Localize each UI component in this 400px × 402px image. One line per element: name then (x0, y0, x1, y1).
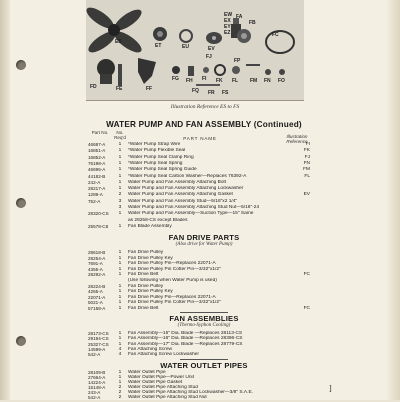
shaft-part (118, 64, 122, 86)
illustration-reference: FI (305, 142, 310, 147)
part-description: *Water Pump Seal Spring Guide (128, 167, 197, 173)
part-description: Fan Drive Pulley Pin Cotter Pin—3/32"x1/2" (128, 300, 221, 306)
quantity-required: 1 (118, 223, 122, 229)
quantity-required: 4 (118, 346, 122, 352)
quantity-required: 1 (118, 142, 122, 147)
part-number: 1289-A (88, 192, 103, 198)
page-left-edge (0, 0, 10, 400)
part-number: 242-A (88, 179, 101, 185)
illustration-reference: FM (303, 167, 310, 173)
part-number: 22071-A (88, 294, 106, 300)
part-description: Water Pump and Fan Assembly Attaching Gasket (128, 192, 233, 198)
part-number: 44182-B (88, 173, 106, 179)
figure-label: EZ (224, 30, 231, 36)
quantity-required: 1 (118, 250, 122, 255)
section-title-fan-drive: FAN DRIVE PARTS (168, 233, 240, 242)
part-description: *Water Pump Seal Carbon Washer—Replaces 76392-A (128, 173, 247, 179)
quantity-required: 2 (118, 192, 122, 198)
quantity-required: 1 (118, 261, 122, 267)
part-number: 16851-A (88, 148, 106, 154)
quantity-required: 4 (118, 352, 122, 358)
quantity-required: 1 (118, 336, 122, 342)
quantity-required: 1 (118, 186, 122, 192)
part-number: 28109-B (88, 370, 106, 375)
figure-label: EX (224, 18, 231, 24)
part-description: Fan Attaching Screw Lockwasher (128, 352, 199, 358)
part-number: 16852-A (88, 154, 106, 160)
quantity-required: 3 (118, 198, 122, 204)
part-description: *Water Pump Seal Spring (128, 160, 183, 166)
figure-label: EY (224, 24, 231, 30)
figure-label: EW (224, 12, 233, 18)
section-divider (180, 312, 228, 313)
part-number: 542-A (88, 395, 101, 400)
part-description: Fan Attaching Screw (128, 346, 172, 352)
part-description: Water Pump and Fan Assembly Attaching Stud Nut—5/16"-24 (128, 205, 260, 210)
part-number: 25578-C8 (88, 223, 109, 229)
figure-label: FP (234, 58, 241, 64)
column-header-part-no: Part No. (91, 130, 109, 135)
quantity-required: 1 (118, 160, 122, 166)
figure-label: FJ (206, 54, 212, 60)
part-description: (Use following when Water Pump is used) (128, 278, 217, 283)
quantity-required: 1 (118, 341, 122, 347)
parts-row (88, 224, 310, 231)
part-description: Fan Blade Assembly (128, 223, 172, 229)
part-description: Water Outlet Pipe Gasket (128, 380, 183, 385)
quantity-required: 1 (118, 306, 122, 311)
figure-label: FG (172, 76, 179, 82)
figure-label: EV (208, 46, 215, 52)
column-header-no-reqd: No. Req'd (114, 130, 126, 140)
quantity-required: 3 (118, 205, 122, 210)
figure-label: FE (116, 86, 123, 92)
part-description: Water Outlet Pipe Attaching Stud Lockwasher—3/8" S.A.E. (128, 390, 253, 395)
illustration-reference: FC (303, 272, 310, 278)
illustration-reference: FL (304, 173, 310, 179)
figure-label: FN (264, 78, 271, 84)
part-description: Fan Drive Pulley Key (128, 255, 173, 261)
part-number: 57158-A (88, 306, 106, 311)
figure-label: FH (186, 78, 193, 84)
part-description: Fan Drive Pulley Key (128, 289, 173, 295)
part-description: Fan Drive Pulley (128, 250, 164, 255)
section-title-water-outlet-pipes: WATER OUTLET PIPES (160, 361, 248, 370)
part-description: Fan Assembly—15" Dia. Blade —Replaces 28113-CS (128, 331, 243, 336)
illustration-reference: FK (303, 148, 310, 154)
column-header-illustration-ref: Illustration Reference (286, 134, 308, 144)
part-number: 28320-CS (88, 211, 109, 217)
figure-label: FI (202, 76, 207, 82)
part-description: Water Pump and Fan Assembly Attaching Bolt (128, 179, 226, 185)
part-description: Water Outlet Pipe—Power Unit (128, 375, 194, 380)
figure-label: FR (208, 90, 215, 96)
quantity-required: 1 (118, 167, 122, 173)
margin-bracket-mark: ] (329, 384, 332, 393)
quantity-required: 1 (118, 283, 122, 289)
part-number: 752-A (88, 198, 101, 204)
part-number: 14599-A (88, 346, 106, 352)
parts-illustration (86, 0, 304, 100)
part-description: Fan Drive Pulley Pin Cotter Pin—3/32"x1/2" (128, 266, 221, 272)
figure-label: FM (250, 78, 258, 84)
figure-caption: Illustration Reference ES to FS (170, 104, 240, 110)
quantity-required: 1 (118, 294, 122, 300)
illustration-reference: EV (303, 192, 310, 198)
quantity-required: 2 (118, 385, 122, 390)
part-number: 28217-A (88, 186, 106, 192)
part-description: Water Pump and Fan Assembly—Suction Type—15" Same (128, 211, 254, 217)
part-number: 28618-B (88, 250, 106, 255)
figure-label: FF (146, 86, 153, 92)
quantity-required: 1 (118, 211, 122, 217)
part-description: Fan Assembly—16" Dia. Blade —Replaces 28396-CS (128, 336, 243, 342)
part-number: 15148-A (88, 385, 106, 390)
part-number: 4265-A (88, 289, 103, 295)
cap-part (237, 29, 251, 43)
figure-label: FK (216, 78, 223, 84)
pulley-part (153, 27, 167, 41)
part-description: Fan Assembly—17" Dia. Blade —Replaces 28779-CS (128, 341, 243, 347)
part-description: Water Outlet Pipe Attaching Stud Nut (128, 395, 207, 400)
part-number: 28224-B (88, 283, 106, 289)
page-right-edge (386, 0, 400, 400)
part-number: 4355-A (88, 266, 103, 272)
figure-label: FC (272, 32, 279, 38)
figure-label: ES (115, 39, 122, 45)
part-description: Water Pump and Fan Assembly Stud—5/16"x2 1/4" (128, 198, 238, 204)
part-number: 76198-A (88, 160, 106, 166)
part-description: Fan Drive Belt (128, 272, 159, 278)
part-number: 542-A (88, 352, 101, 358)
quantity-required: 1 (118, 179, 122, 185)
section-title-water-pump: WATER PUMP AND FAN ASSEMBLY (Continued) (106, 120, 302, 129)
part-description: *Water Pump Seal Clamp Ring (128, 154, 194, 160)
part-number: 14224-A (88, 380, 106, 385)
part-description: Fan Drive Pulley Pin—Replaces 22071-A (128, 261, 216, 267)
part-number: 25327-CS (88, 341, 109, 347)
figure-label: FQ (192, 88, 199, 94)
figure-label: FL (232, 78, 239, 84)
part-description: as 28258-CS except Blades (128, 217, 188, 223)
part-description: Fan Drive Pulley Pin—Replaces 22071-A (128, 294, 216, 300)
part-number: 28254-A (88, 255, 106, 261)
figure-label: FA (236, 14, 243, 20)
illustration-reference: FC (303, 306, 310, 311)
figure-label: FD (90, 84, 97, 90)
quantity-required: 1 (118, 370, 122, 375)
part-number: 243-A (88, 390, 101, 395)
parts-row (88, 395, 310, 402)
figure-label: FS (222, 90, 229, 96)
part-number: 7691-A (88, 261, 103, 267)
figure-label: EU (182, 44, 189, 50)
gasket-part (206, 32, 222, 44)
quantity-required: 1 (118, 289, 122, 295)
quantity-required: 1 (118, 173, 122, 179)
part-description: Water Outlet Pipe Attaching Stud (128, 385, 198, 390)
quantity-required: 1 (118, 255, 122, 261)
quantity-required: 1 (118, 272, 122, 278)
part-number: 28292-A (88, 272, 106, 278)
part-description: *Water Pump Flexible Seal (128, 148, 186, 154)
figure-label: FO (278, 78, 285, 84)
part-number: 29194-CS (88, 336, 109, 342)
quantity-required: 1 (118, 380, 122, 385)
part-description: Water Outlet Pipe (128, 370, 166, 375)
section-subtitle-fan-drive: (Also drive for Water Pump) (175, 242, 233, 247)
parts-photograph (86, 0, 304, 101)
binder-hole (16, 60, 26, 70)
part-description: Fan Drive Belt (128, 306, 159, 311)
binder-hole (16, 336, 26, 346)
part-description: *Water Pump Strap Wire (128, 142, 181, 147)
quantity-required: 1 (118, 300, 122, 306)
figure-label: FB (249, 20, 256, 26)
section-divider (180, 359, 228, 360)
figure-label: ET (155, 43, 162, 49)
part-description: Fan Drive Pulley (128, 283, 164, 289)
column-header-part-name: PART NAME (183, 136, 217, 141)
quantity-required: 1 (118, 375, 122, 380)
binder-hole (16, 198, 26, 208)
quantity-required: 1 (118, 266, 122, 272)
illustration-reference: FN (303, 160, 310, 166)
quantity-required: 1 (118, 148, 122, 154)
quantity-required: 1 (118, 331, 122, 336)
illustration-reference: FJ (304, 154, 310, 160)
section-title-fan-assemblies: FAN ASSEMBLIES (169, 314, 239, 323)
part-number: 28173-CS (88, 331, 109, 336)
part-number: 46695-A (88, 167, 106, 173)
quantity-required: 1 (118, 154, 122, 160)
part-number: 27664-A (88, 375, 106, 380)
part-number: 5021-A (88, 300, 103, 306)
quantity-required: 2 (118, 390, 122, 395)
part-number: 46687-A (88, 142, 106, 147)
section-subtitle-fan-assemblies: (Thermo-Syphon Cooling) (177, 323, 231, 328)
quantity-required: 2 (118, 395, 122, 400)
part-description: Water Pump and Fan Assembly Attaching Lockwasher (128, 186, 244, 192)
